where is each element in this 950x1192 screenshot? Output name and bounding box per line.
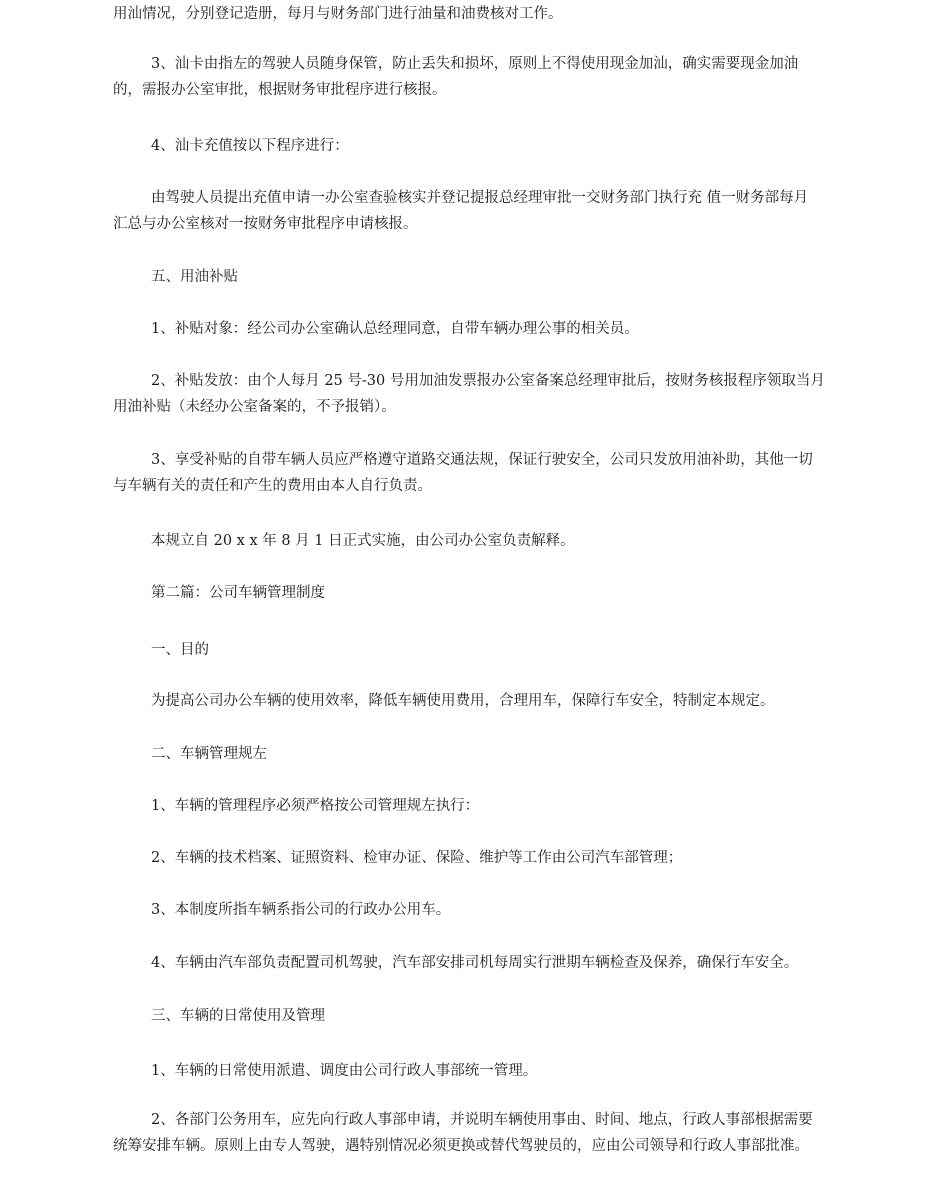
text-line: 统筹安排车辆。原则上由专人驾驶，遇特别情况必须更换或替代驾驶员的，应由公司领导和行政人事部批准。	[113, 1138, 809, 1154]
text-line: 二、车辆管理规左	[151, 746, 267, 762]
text-line: 4、车辆由汽车部负责配置司机驾驶，汽车部安排司机每周实行泄期车辆检查及保养，确保行车安全。	[151, 955, 799, 971]
chapter-heading-vehicle-management	[113, 580, 843, 606]
text-line: 的，需报办公室审批，根据财务审批程序进行核报。	[113, 82, 447, 98]
section-heading-purpose	[113, 637, 843, 663]
text-line: 1、车辆的管理程序必须严格按公司管理规左执行：	[151, 798, 480, 814]
text-line: 2、补贴发放：由个人每月 25 号-30 号用加油发票报办公室备案总经理审批后，按财务核报程序领取当月	[151, 373, 825, 389]
text-line: 三、车辆的日常使用及管理	[151, 1008, 325, 1024]
text-line: 汇总与办公室核对一按财务审批程序申请核报。	[113, 216, 418, 232]
text-line: 为提高公司办公车辆的使用效率，降低车辆使用费用，合理用车，保障行车安全，特制定本规定。	[151, 693, 775, 709]
text-line: 第二篇：公司车辆管理制度	[151, 585, 325, 601]
text-line: 由驾驶人员提出充值申请一办公室查验核实并登记提报总经理审批一交财务部门执行充 值一财务部每月	[151, 190, 809, 206]
section-heading-management-rules	[113, 741, 843, 767]
paragraph-recharge-procedure	[113, 185, 843, 237]
paragraph-purpose	[113, 688, 843, 714]
text-line: 2、车辆的技术档案、证照资料、检审办证、保险、维护等工作由公司汽车部管理；	[151, 850, 683, 866]
text-line: 本规立自 20 x x 年 8 月 1 日正式实施，由公司办公室负责解释。	[151, 533, 575, 549]
paragraph-daily-use-2	[113, 1107, 843, 1159]
paragraph-effective-date	[113, 528, 843, 554]
paragraph-rule-3	[113, 897, 843, 923]
text-line: 一、目的	[151, 642, 209, 658]
text-line: 3、享受补贴的自带车辆人员应严格遵守道路交通法规，保证行驶安全，公司只发放用油补助，其他一切	[151, 452, 813, 468]
text-line: 3、本制度所指车辆系指公司的行政办公用车。	[151, 902, 451, 918]
text-line: 3、汕卡由指左的驾驶人员随身保管，防止丢失和损坏，原则上不得使用现金加汕，确实需要现金加油	[151, 56, 799, 72]
text-line: 1、车辆的日常使用派遣、调度由公司行政人事部统一管理。	[151, 1063, 538, 1079]
paragraph-rule-4	[113, 950, 843, 976]
text-line: 1、补贴对象：经公司办公室确认总经理同意，自带车辆办理公事的相关员。	[151, 321, 639, 337]
paragraph-subsidy-payment	[113, 368, 843, 420]
text-line: 与车辆有关的责任和产生的费用由本人自行负责。	[113, 478, 432, 494]
paragraph-rule-1	[113, 793, 843, 819]
paragraph-fuel-card-recharge	[113, 133, 843, 159]
paragraph-subsidy-recipients	[113, 316, 843, 342]
paragraph-fuel-card-custody	[113, 51, 843, 103]
text-line: 五、用油补贴	[151, 269, 238, 285]
section-heading-daily-use	[113, 1003, 843, 1029]
paragraph-fuel-usage-registration	[113, 1, 843, 27]
paragraph-daily-use-1	[113, 1058, 843, 1084]
paragraph-rule-2	[113, 845, 843, 871]
text-line: 用油补贴（未经办公室备案的，不予报销）。	[113, 399, 396, 415]
paragraph-subsidy-responsibility	[113, 447, 843, 499]
text-line: 用汕情况，分别登记造册，每月与财务部门进行油量和油费核对工作。	[113, 6, 563, 22]
text-line: 4、汕卡充值按以下程序进行：	[151, 138, 349, 154]
text-line: 2、各部门公务用车，应先向行政人事部申请，并说明车辆使用事由、时间、地点，行政人事部根据需要	[151, 1112, 813, 1128]
section-heading-fuel-subsidy	[113, 264, 843, 290]
